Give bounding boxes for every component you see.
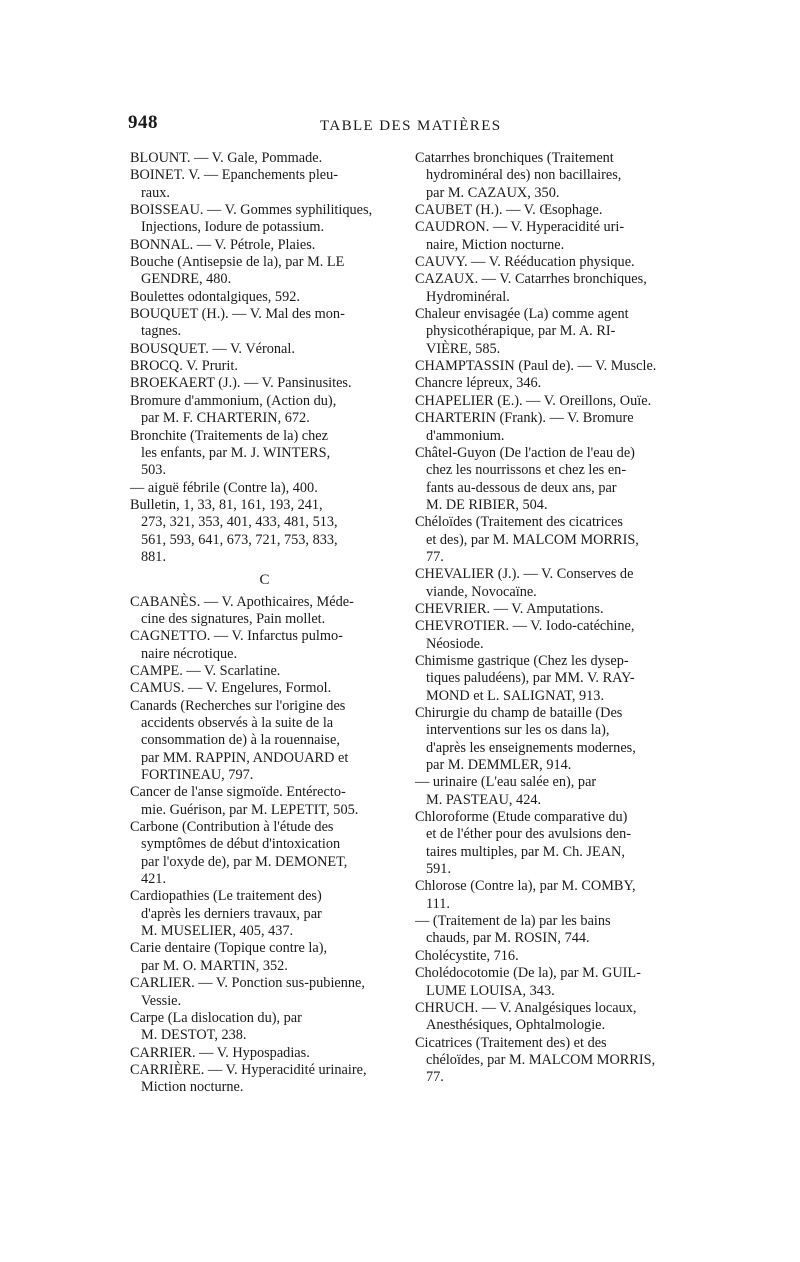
entries-b bbox=[130, 150, 400, 566]
entries-c bbox=[130, 594, 400, 1097]
index-entry: Boulettes odontalgiques, 592. bbox=[130, 288, 300, 305]
index-entry: CHARTERIN (Frank). — V. Bromure d'ammonium. bbox=[415, 410, 634, 444]
index-entry: Châtel-Guyon (De l'action de l'eau de) chez les nourrissons et chez les en- fants au-dessous de deux ans, par M. DE RIBIER, 504. bbox=[415, 444, 635, 513]
index-entry: Canards (Recherches sur l'origine des accidents observés à la suite de la consommation de) à la rouennaise, par MM. RAPPIN, ANDOUARD et FORTINEAU, 797. bbox=[130, 697, 349, 784]
index-entry: BOUSQUET. — V. Véronal. bbox=[130, 340, 295, 357]
index-entry: Chéloïdes (Traitement des cicatrices et des), par M. MALCOM MORRIS, 77. bbox=[415, 514, 639, 565]
index-entry: Carpe (La dislocation du), par M. DESTOT, 238. bbox=[130, 1009, 302, 1044]
section-letter-heading: C bbox=[259, 572, 271, 589]
index-entry: Bouche (Antisepsie de la), par M. LE GENDRE, 480. bbox=[130, 254, 345, 288]
index-entry: Cardiopathies (Le traitement des) d'après les derniers travaux, par M. MUSELIER, 405, 437. bbox=[130, 888, 322, 940]
page-number: 948 bbox=[128, 112, 158, 133]
index-entry: BONNAL. — V. Pétrole, Plaies. bbox=[130, 236, 316, 253]
index-entry: BOISSEAU. — V. Gommes syphilitiques, Injections, Iodure de potassium. bbox=[130, 202, 373, 236]
index-entry: CHEVROTIER. — V. Iodo-catéchine, Néosiode. bbox=[415, 618, 635, 652]
index-entry: CABANÈS. — V. Apothicaires, Méde- cine des signatures, Pain mollet. bbox=[130, 593, 354, 627]
index-entry: CHAPELIER (E.). — V. Oreillons, Ouïe. bbox=[415, 392, 652, 409]
index-entry: BOINET. V. — Epanchements pleu- raux. bbox=[130, 167, 339, 201]
left-column bbox=[130, 150, 400, 1097]
index-entry: Cancer de l'anse sigmoïde. Entérecto- mie. Guérison, par M. LEPETIT, 505. bbox=[130, 784, 359, 818]
index-entry: Chloroforme (Etude comparative du) et de l'éther pour des avulsions den- taires multiples, par M. Ch. JEAN, 591. bbox=[415, 809, 632, 878]
index-entry: Chancre lépreux, 346. bbox=[415, 375, 542, 392]
index-entry: CHEVRIER. — V. Amputations. bbox=[415, 600, 604, 617]
index-entry: BLOUNT. — V. Gale, Pommade. bbox=[130, 150, 323, 166]
index-entry: CAUBET (H.). — V. Œsophage. bbox=[415, 202, 603, 219]
index-entry: Carbone (Contribution à l'étude des symptômes de début d'intoxication par l'oxyde de), par M. DEMONET, 421. bbox=[130, 819, 348, 888]
index-entry: CHRUCH. — V. Analgésiques locaux, Anesthésiques, Ophtalmologie. bbox=[415, 999, 637, 1034]
right-column bbox=[415, 150, 687, 1087]
index-entry: Chirurgie du champ de bataille (Des interventions sur les os dans la), d'après les enseignements modernes, par M. DEMMLER, 914. bbox=[415, 705, 636, 774]
index-entry: Carie dentaire (Topique contre la), par M. O. MARTIN, 352. bbox=[130, 940, 328, 974]
index-entry: CAMUS. — V. Engelures, Formol. bbox=[130, 680, 332, 697]
index-entry: Cicatrices (Traitement des) et des chéloïdes, par M. MALCOM MORRIS, 77. bbox=[415, 1034, 656, 1086]
index-entry: Chaleur envisagée (La) comme agent physicothérapique, par M. A. RI- VIÈRE, 585. bbox=[415, 306, 629, 357]
index-entry: BROEKAERT (J.). — V. Pansinusites. bbox=[130, 375, 352, 392]
index-entry: CAUDRON. — V. Hyperacidité uri- naire, Miction nocturne. bbox=[415, 219, 625, 253]
index-entry: CHAMPTASSIN (Paul de). — V. Muscle. bbox=[415, 358, 657, 375]
index-entry: Cholédocotomie (De la), par M. GUIL- LUME LOUISA, 343. bbox=[415, 965, 641, 999]
index-entry: Catarrhes bronchiques (Traitement hydrominéral des) non bacillaires, par M. CAZAUX, 350. bbox=[415, 150, 622, 201]
entries-right bbox=[415, 150, 687, 1087]
index-entry: Bromure d'ammonium, (Action du), par M. F. CHARTERIN, 672. bbox=[130, 392, 337, 427]
index-entry: CAGNETTO. — V. Infarctus pulmo- naire nécrotique. bbox=[130, 628, 343, 662]
index-entry: BOUQUET (H.). — V. Mal des mon- tagnes. bbox=[130, 306, 345, 340]
index-entry: Bronchite (Traitements de la) chez les enfants, par M. J. WINTERS, 503. bbox=[130, 427, 331, 479]
index-entry: Chlorose (Contre la), par M. COMBY, 111. bbox=[415, 878, 636, 912]
index-entry: CAZAUX. — V. Catarrhes bronchiques, Hydrominéral. bbox=[415, 271, 647, 305]
running-title: TABLE DES MATIÈRES bbox=[320, 118, 502, 134]
index-entry: — aiguë fébrile (Contre la), 400. bbox=[130, 479, 318, 496]
index-entry: CAMPE. — V. Scarlatine. bbox=[130, 662, 281, 679]
index-entry: — urinaire (L'eau salée en), par M. PASTEAU, 424. bbox=[415, 774, 597, 808]
index-entry: Chimisme gastrique (Chez les dysep- tiques paludéens), par MM. V. RAY- MOND et L. SALIGNAT, 913. bbox=[415, 652, 635, 704]
index-entry: Bulletin, 1, 33, 81, 161, 193, 241, 273, 321, 353, 401, 433, 481, 513, 561, 593, 641, 673, 721, 753, 833, 881. bbox=[130, 496, 338, 565]
index-entry: — (Traitement de la) par les bains chauds, par M. ROSIN, 744. bbox=[415, 913, 611, 947]
index-entry: CARLIER. — V. Ponction sus-pubienne, Vessie. bbox=[130, 975, 365, 1009]
index-entry: CARRIÈRE. — V. Hyperacidité urinaire, Miction nocturne. bbox=[130, 1061, 367, 1096]
index-entry: CAUVY. — V. Rééducation physique. bbox=[415, 254, 635, 271]
index-entry: CHEVALIER (J.). — V. Conserves de viande, Novocaïne. bbox=[415, 566, 634, 600]
index-entry: Cholécystite, 716. bbox=[415, 947, 519, 964]
index-entry: CARRIER. — V. Hypospadias. bbox=[130, 1044, 310, 1061]
index-entry: BROCQ. V. Prurit. bbox=[130, 358, 238, 375]
